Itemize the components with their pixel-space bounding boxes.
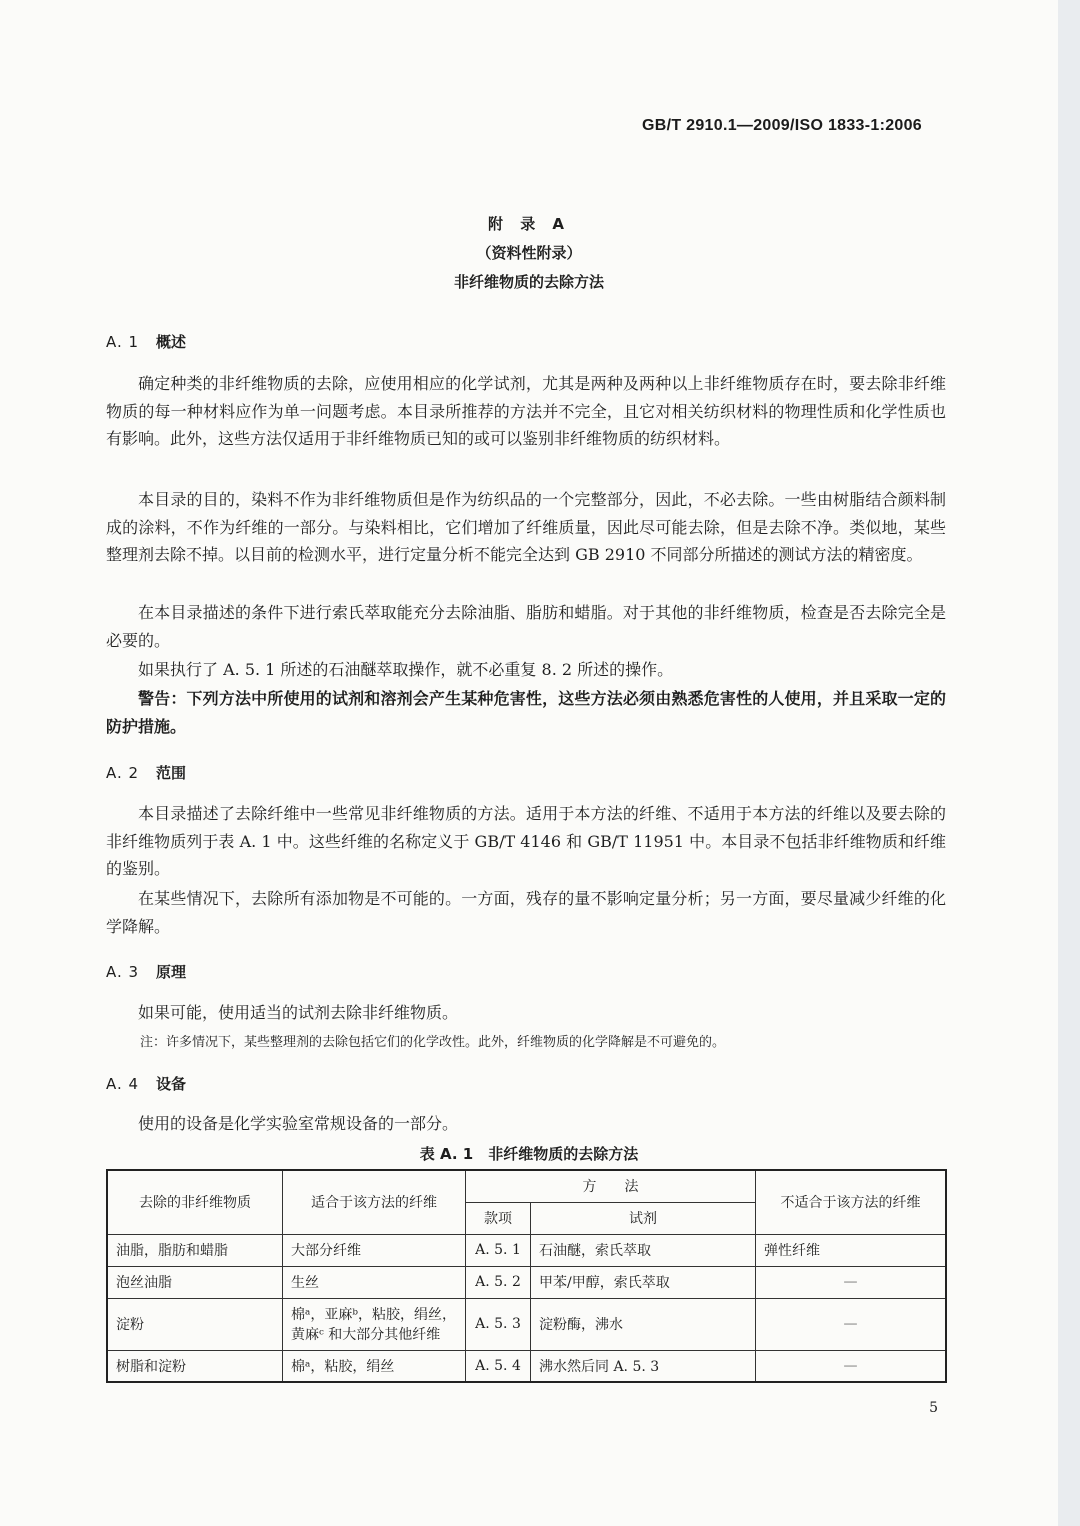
section-title: 范围	[156, 764, 187, 782]
paragraph: 确定种类的非纤维物质的去除，应使用相应的化学试剂，尤其是两种及两种以上非纤维物质存在时，要去除非纤维物质的每一种材料应作为单一问题考虑。本目录所推荐的方法并不完全，且它对相关纺织材料的物理性质和化学性质也有影响。此外，这些方法仅适用于非纤维物质已知的或可以鉴别非纤维物质的纺织材料。	[106, 374, 946, 448]
header-unsuitable: 不适合于该方法的纤维	[756, 1170, 947, 1234]
header-reagent: 试剂	[531, 1202, 756, 1234]
cell-suitable: 棉ᵃ，亚麻ᵇ，粘胶，绢丝，黄麻ᶜ 和大部分其他纤维	[283, 1298, 466, 1350]
cell-substance: 淀粉	[107, 1298, 283, 1350]
cell-unsuitable: —	[756, 1266, 947, 1298]
cell-substance: 泡丝油脂	[107, 1266, 283, 1298]
cell-unsuitable: 弹性纤维	[756, 1234, 947, 1266]
cell-clause: A. 5. 1	[466, 1234, 531, 1266]
section-number: A. 2	[106, 764, 140, 782]
page-edge	[1058, 0, 1080, 1526]
appendix-subtitle: （资料性附录）	[476, 244, 582, 262]
cell-substance: 油脂，脂肪和蜡脂	[107, 1234, 283, 1266]
paragraph: 本目录的目的，染料不作为非纤维物质但是作为纺织品的一个完整部分，因此，不必去除。一些由树脂结合颜料制成的涂料，不作为纤维的一部分。与染料相比，它们增加了纤维质量，因此尽可能去除，但是去除不净。类似地，某些整理剂去除不掉。以目前的检测水平，进行定量分析不能完全达到 GB 2910 不同部分所描述的测试方法的精密度。	[106, 490, 946, 564]
cell-reagent: 石油醚，索氏萃取	[531, 1234, 756, 1266]
appendix-name: 非纤维物质的去除方法	[453, 273, 604, 291]
table-row	[107, 1298, 946, 1350]
note: 注：许多情况下，某些整理剂的去除包括它们的化学改性。此外，纤维物质的化学降解是不可避免的。	[140, 1035, 726, 1050]
cell-unsuitable: —	[756, 1298, 947, 1350]
section-heading-a1	[106, 331, 186, 352]
cell-unsuitable: —	[756, 1350, 947, 1382]
paragraph: 本目录描述了去除纤维中一些常见非纤维物质的方法。适用于本方法的纤维、不适用于本方法的纤维以及要去除的非纤维物质列于表 A. 1 中。这些纤维的名称定义于 GB/T 4146 和 GB/T 11951 中。本目录不包括非纤维物质和纤维的鉴别。	[106, 804, 946, 878]
cell-reagent: 甲苯/甲醇，索氏萃取	[531, 1266, 756, 1298]
table-header-row	[107, 1170, 946, 1202]
header-suitable: 适合于该方法的纤维	[283, 1170, 466, 1234]
cell-suitable: 生丝	[283, 1266, 466, 1298]
section-title: 设备	[156, 1075, 187, 1093]
cell-suitable: 大部分纤维	[283, 1234, 466, 1266]
cell-clause: A. 5. 4	[466, 1350, 531, 1382]
section-heading-a3	[106, 961, 186, 982]
section-number: A. 3	[106, 963, 140, 981]
section-heading-a2	[106, 762, 186, 783]
cell-reagent: 淀粉酶，沸水	[531, 1298, 756, 1350]
cell-suitable: 棉ᵃ，粘胶，绢丝	[283, 1350, 466, 1382]
standard-code: GB/T 2910.1—2009/ISO 1833-1:2006	[642, 117, 922, 134]
cell-clause: A. 5. 3	[466, 1298, 531, 1350]
section-heading-a4	[106, 1073, 186, 1094]
section-number: A. 4	[106, 1075, 140, 1093]
table-row	[107, 1350, 946, 1382]
section-number: A. 1	[106, 333, 140, 351]
section-title: 概述	[156, 333, 187, 351]
paragraph: 如果执行了 A. 5. 1 所述的石油醚萃取操作，就不必重复 8. 2 所述的操作。	[138, 660, 674, 679]
paragraph: 在某些情况下，去除所有添加物是不可能的。一方面，残存的量不影响定量分析；另一方面，要尽量减少纤维的化学降解。	[106, 889, 946, 936]
header-substance: 去除的非纤维物质	[107, 1170, 283, 1234]
table-title: 表 A. 1 非纤维物质的去除方法	[419, 1145, 639, 1163]
header-method: 方 法	[466, 1170, 756, 1202]
page-number: 5	[929, 1400, 938, 1416]
table-row	[107, 1266, 946, 1298]
header-clause: 款项	[466, 1202, 531, 1234]
removal-methods-table	[106, 1169, 947, 1383]
warning-paragraph: 警告：下列方法中所使用的试剂和溶剂会产生某种危害性，这些方法必须由熟悉危害性的人使用，并且采取一定的防护措施。	[106, 689, 946, 736]
paragraph: 在本目录描述的条件下进行索氏萃取能充分去除油脂、脂肪和蜡脂。对于其他的非纤维物质，检查是否去除完全是必要的。	[106, 603, 946, 650]
cell-substance: 树脂和淀粉	[107, 1350, 283, 1382]
paragraph: 如果可能，使用适当的试剂去除非纤维物质。	[138, 1003, 459, 1022]
cell-clause: A. 5. 2	[466, 1266, 531, 1298]
appendix-title: 附 录 A	[487, 215, 571, 233]
table-row	[107, 1234, 946, 1266]
section-title: 原理	[156, 963, 187, 981]
cell-reagent: 沸水然后同 A. 5. 3	[531, 1350, 756, 1382]
paragraph: 使用的设备是化学实验室常规设备的一部分。	[138, 1114, 459, 1133]
